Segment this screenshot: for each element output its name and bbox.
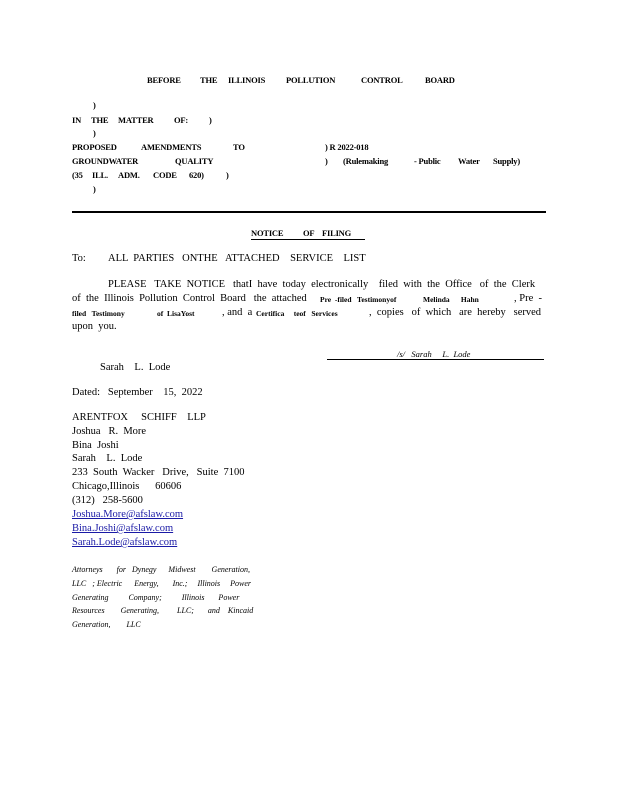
- witness-name: Melinda Hahn: [423, 295, 479, 304]
- title-word: ILLINOIS: [228, 75, 266, 85]
- notice-title-word: NOTICE: [251, 228, 284, 238]
- attorneys-for-line: LLC ; Electric Energy, Inc.; Illinois Power: [72, 579, 252, 588]
- rulemaking-word: Supply): [493, 156, 520, 166]
- email-link[interactable]: Joshua.More@afslaw.com: [72, 509, 184, 520]
- paragraph-fragment: , copies of which are hereby served: [369, 307, 542, 318]
- caption-word: THE: [91, 115, 109, 125]
- title-word: POLLUTION: [286, 75, 336, 85]
- caption-paren: ): [226, 170, 229, 180]
- firm-name: ARENTFOX SCHIFF LLP: [72, 412, 206, 423]
- caption-paren: ): [93, 128, 96, 138]
- document-name: Pre -filed Testimonyof: [320, 295, 397, 304]
- docket-number: ) R 2022-018: [325, 142, 369, 152]
- caption-word: CODE: [153, 170, 177, 180]
- caption-word: IN: [72, 115, 82, 125]
- attorneys-for-line: Attorneys for Dynegy Midwest Generation,: [72, 565, 250, 574]
- email-link[interactable]: Bina.Joshi@afslaw.com: [72, 523, 174, 534]
- phone-number: (312) 258-5600: [72, 495, 143, 506]
- email-link[interactable]: Sarah.Lode@afslaw.com: [72, 537, 178, 548]
- caption-word: PROPOSED: [72, 142, 117, 152]
- caption-word: GROUNDWATER: [72, 156, 139, 166]
- caption-paren: ): [325, 156, 328, 166]
- caption-word: MATTER: [118, 115, 154, 125]
- caption-word: TO: [233, 142, 245, 152]
- signer-name: Sarah L. Lode: [100, 362, 171, 373]
- caption-word: ADM.: [118, 170, 140, 180]
- date-line: Dated: September 15, 2022: [72, 387, 203, 398]
- rulemaking-word: (Rulemaking: [343, 156, 389, 166]
- caption-word: ILL.: [92, 170, 108, 180]
- caption-paren: ): [93, 184, 96, 194]
- attorneys-for-line: Generating Company; Illinois Power: [72, 593, 240, 602]
- street-address: 233 South Wacker Drive, Suite 7100: [72, 467, 245, 478]
- rulemaking-word: - Public: [414, 156, 441, 166]
- caption-word: (35: [72, 170, 83, 180]
- caption-word: OF:: [174, 115, 189, 125]
- rulemaking-word: Water: [458, 156, 480, 166]
- to-label: To:: [72, 253, 86, 264]
- title-word: CONTROL: [361, 75, 403, 85]
- attorney-name: Bina Joshi: [72, 440, 119, 451]
- witness-name: of LisaYost: [157, 309, 195, 318]
- caption-word: AMENDMENTS: [141, 142, 202, 152]
- notice-title: [251, 228, 365, 240]
- paragraph-line: of the Illinois Pollution Control Board the attached: [72, 293, 307, 304]
- attorney-name: Joshua R. More: [72, 426, 147, 437]
- paragraph-line: PLEASE TAKE NOTICE thatI have today electronically filed with the Office of the Clerk: [108, 279, 536, 290]
- attorneys-for-line: Generation, LLC: [72, 620, 141, 629]
- document-name: Certifica teof Services: [256, 309, 338, 318]
- notice-title-word: FILING: [322, 228, 352, 238]
- caption-paren: ): [93, 100, 96, 110]
- caption-word: QUALITY: [175, 156, 214, 166]
- paragraph-fragment: , and a: [222, 307, 253, 318]
- signature-line: [327, 359, 544, 360]
- to-recipients: ALL PARTIES ONTHE ATTACHED SERVICE LIST: [108, 253, 366, 264]
- paragraph-line: upon you.: [72, 321, 117, 332]
- caption-divider: [72, 211, 546, 213]
- title-word: THE: [200, 75, 218, 85]
- city-address: Chicago,Illinois 60606: [72, 481, 182, 492]
- electronic-signature: /s/ Sarah L. Lode: [397, 349, 471, 359]
- attorney-name: Sarah L. Lode: [72, 453, 143, 464]
- title-word: BEFORE: [147, 75, 181, 85]
- caption-word: 620): [189, 170, 204, 180]
- document-name: filed Testimony: [72, 309, 125, 318]
- attorneys-for-line: Resources Generating, LLC; and Kincaid: [72, 606, 254, 615]
- notice-title-word: OF: [303, 228, 315, 238]
- paragraph-fragment: , Pre -: [514, 293, 542, 304]
- title-word: BOARD: [425, 75, 455, 85]
- caption-paren: ): [209, 115, 212, 125]
